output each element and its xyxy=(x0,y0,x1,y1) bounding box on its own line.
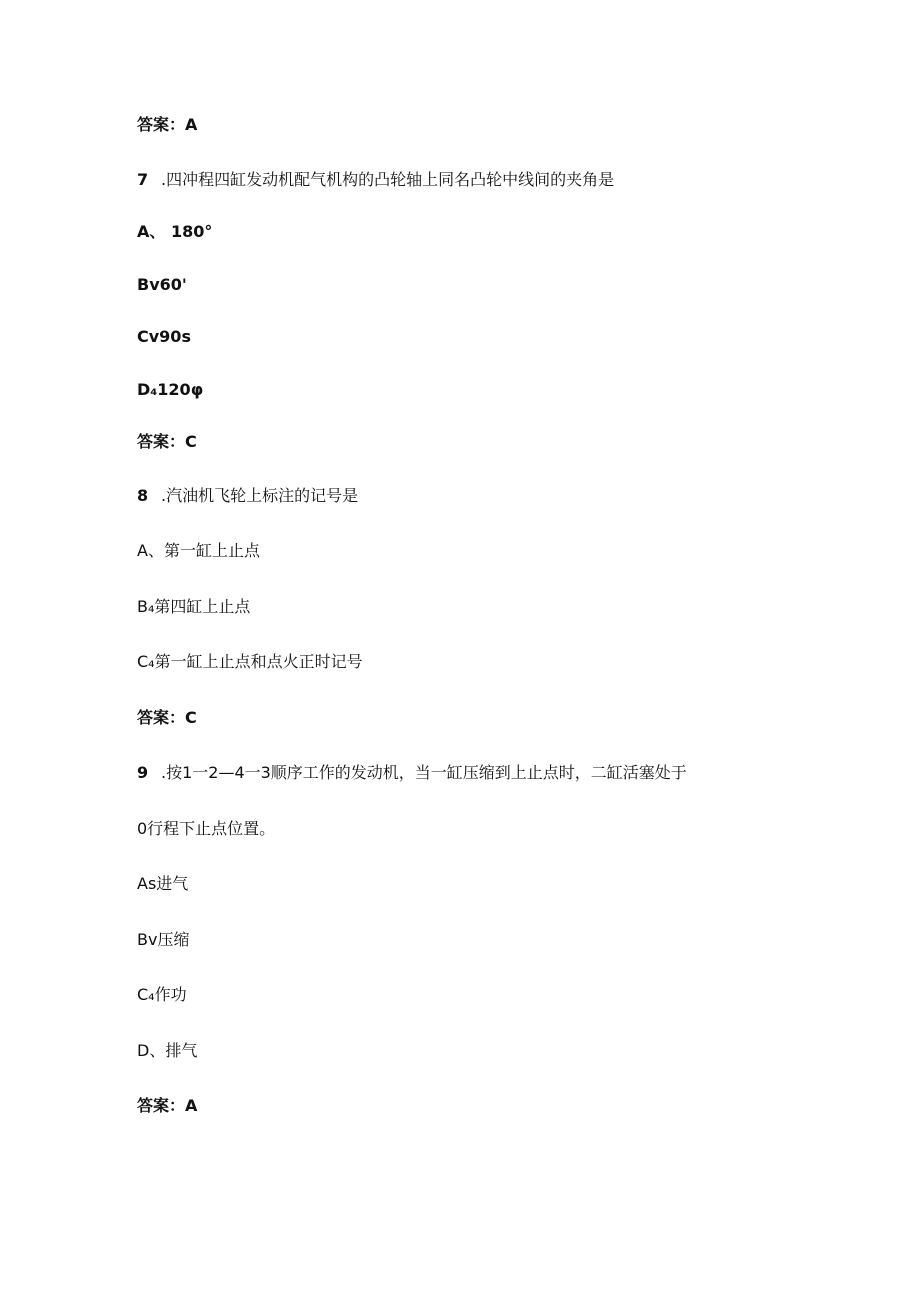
question-text: .按1一2—4一3顺序工作的发动机，当一缸压缩到上止点时，二缸活塞处于 xyxy=(161,763,687,782)
option-line: A、第一缸上止点 xyxy=(137,541,260,560)
answer-line: 答案：C xyxy=(137,432,197,451)
option-line: A、 180° xyxy=(137,222,213,241)
option-line: C₄作功 xyxy=(137,985,187,1004)
question-line xyxy=(137,486,358,506)
question-line xyxy=(137,763,687,783)
option-line: Cv90s xyxy=(137,327,191,346)
option-line: As进气 xyxy=(137,874,189,893)
question-number: 9 xyxy=(137,763,149,782)
question-text: .四冲程四缸发动机配气机构的凸轮轴上同名凸轮中线间的夹角是 xyxy=(161,170,615,189)
answer-line: 答案：C xyxy=(137,708,197,727)
option-line: Bv60' xyxy=(137,275,187,294)
answer-line: 答案：A xyxy=(137,115,198,134)
option-line: C₄第一缸上止点和点火正时记号 xyxy=(137,652,363,671)
question-continuation: 0行程下止点位置。 xyxy=(137,819,276,838)
answer-line: 答案：A xyxy=(137,1096,198,1115)
option-line: D₄120φ xyxy=(137,380,204,399)
question-text: .汽油机飞轮上标注的记号是 xyxy=(161,486,359,505)
question-number: 8 xyxy=(137,486,149,505)
question-number: 7 xyxy=(137,170,149,189)
option-line: B₄第四缸上止点 xyxy=(137,597,251,616)
question-line xyxy=(137,170,614,190)
option-line: Bv压缩 xyxy=(137,930,190,949)
option-line: D、排气 xyxy=(137,1041,198,1060)
